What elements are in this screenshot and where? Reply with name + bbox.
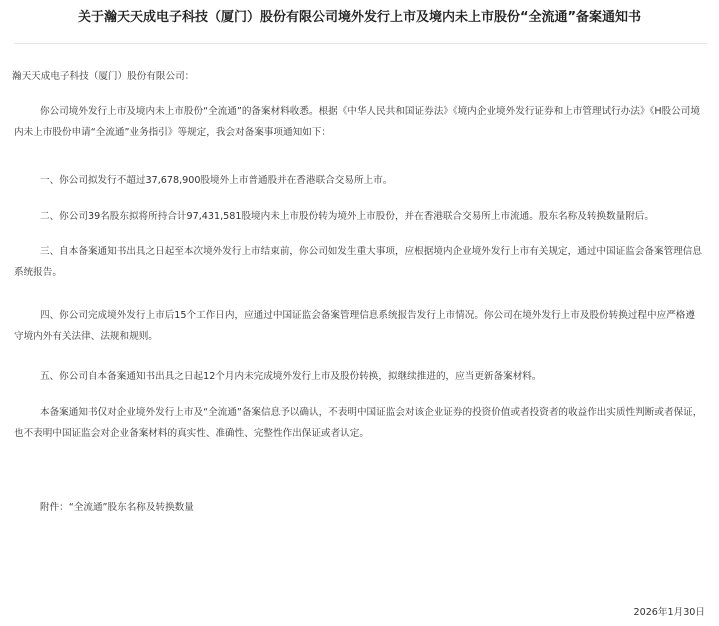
- intro-paragraph: 你公司境外发行上市及境内未上市股份“全流通”的备案材料收悉。根据《中华人民共和国证券法》《境内企业境外发行证券和上市管理试行办法》《H股公司境内未上市股份申请“全流通”业务指引》等规定，我会对备案事项通知如下：: [14, 106, 700, 138]
- issue-date: 2026年1月30日: [633, 607, 705, 618]
- notice-item-1: 一、你公司拟发行不超过37,678,900股境外上市普通股并在香港联合交易所上市。: [40, 175, 393, 186]
- closing-paragraph: 本备案通知书仅对企业境外发行上市及“全流通”备案信息予以确认，不表明中国证监会对该企业证券的投资价值或者投资者的收益作出实质性判断或者保证，也不表明中国证监会对企业备案材料的真实性、准确性、完整性作出保证或者认定。: [14, 407, 703, 439]
- notice-item-5: 五、你公司自本备案通知书出具之日起12个月内未完成境外发行上市及股份转换，拟继续推进的，应当更新备案材料。: [40, 371, 542, 382]
- notice-item-4: 四、你公司完成境外发行上市后15个工作日内，应通过中国证监会备案管理信息系统报告发行上市情况。你公司在境外发行上市及股份转换过程中应严格遵守境内外有关法律、法规和规则。: [14, 310, 695, 342]
- document-title: 关于瀚天天成电子科技（厦门）股份有限公司境外发行上市及境内未上市股份“全流通”备案通知书: [77, 10, 642, 25]
- title-divider: [14, 43, 707, 44]
- addressee: 瀚天天成电子科技（厦门）股份有限公司：: [12, 71, 195, 82]
- notice-item-2: 二、你公司39名股东拟将所持合计97,431,581股境内未上市股份转为境外上市股份，并在香港联合交易所上市流通。股东名称及转换数量附后。: [40, 211, 654, 222]
- notice-item-3: 三、自本备案通知书出具之日起至本次境外发行上市结束前，你公司如发生重大事项，应根据境内企业境外发行上市有关规定，通过中国证监会备案管理信息系统报告。: [14, 246, 702, 278]
- attachment-link[interactable]: 附件：“全流通”股东名称及转换数量: [40, 502, 194, 513]
